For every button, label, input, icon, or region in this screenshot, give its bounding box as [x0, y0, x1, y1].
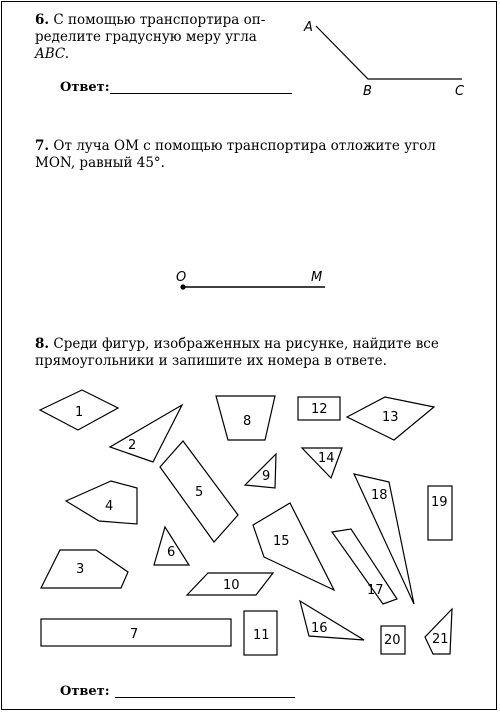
- figure-3: [41, 550, 128, 588]
- figure-5-label: 5: [195, 485, 204, 500]
- task-7-line2: MON, равный 45°.: [35, 155, 165, 171]
- figure-11-label: 11: [253, 628, 270, 643]
- figure-15: [253, 503, 334, 590]
- point-o: [181, 285, 185, 289]
- figure-21-label: 21: [432, 632, 449, 647]
- figure-19-label: 19: [431, 495, 448, 510]
- figure-9: [245, 454, 276, 488]
- figure-12-label: 12: [311, 402, 328, 417]
- figure-4-label: 4: [105, 499, 114, 514]
- angle-abc: [316, 26, 462, 79]
- figure-2-label: 2: [128, 438, 137, 453]
- task-6-line1: С помощью транспортира оп-: [53, 12, 266, 28]
- task-6-number: 6.: [35, 12, 50, 28]
- figure-9-label: 9: [262, 469, 271, 484]
- figure-17: [332, 529, 397, 604]
- figure-13-label: 13: [382, 410, 399, 425]
- figure-18-label: 18: [371, 488, 388, 503]
- figure-17-label: 17: [367, 583, 384, 598]
- figure-14-label: 14: [318, 451, 335, 466]
- task-7-number: 7.: [35, 138, 50, 154]
- task-6-line3: ABC.: [35, 46, 70, 62]
- figure-16: [300, 601, 364, 640]
- task-8-line1: Среди фигур, изображенных на рисунке, найдите все: [53, 336, 439, 352]
- point-a-label: A: [304, 20, 313, 35]
- point-o-label: O: [176, 270, 187, 285]
- task-8-line2: прямоугольники и запишите их номера в ответе.: [35, 353, 387, 369]
- task-7-line1: От луча OM с помощью транспортира отложите угол: [53, 138, 436, 154]
- figure-1-label: 1: [75, 405, 84, 420]
- figure-3-label: 3: [76, 562, 85, 577]
- task-8-number: 8.: [35, 336, 50, 352]
- figure-15-label: 15: [273, 534, 290, 549]
- figure-8-label: 8: [243, 414, 252, 429]
- figure-6-label: 6: [167, 545, 176, 560]
- point-m-label: M: [311, 270, 323, 285]
- point-b-label: B: [363, 84, 372, 99]
- point-c-label: C: [455, 84, 465, 99]
- figure-20-label: 20: [384, 633, 401, 648]
- task-6-answer-label: Ответ:: [60, 80, 110, 95]
- task-8-answer-label: Ответ:: [60, 684, 110, 699]
- figure-7-label: 7: [130, 627, 139, 642]
- figure-16-label: 16: [311, 621, 328, 636]
- figure-4: [66, 481, 137, 524]
- task-6-line2: ределите градусную меру угла: [35, 29, 257, 45]
- figure-10-label: 10: [223, 578, 240, 593]
